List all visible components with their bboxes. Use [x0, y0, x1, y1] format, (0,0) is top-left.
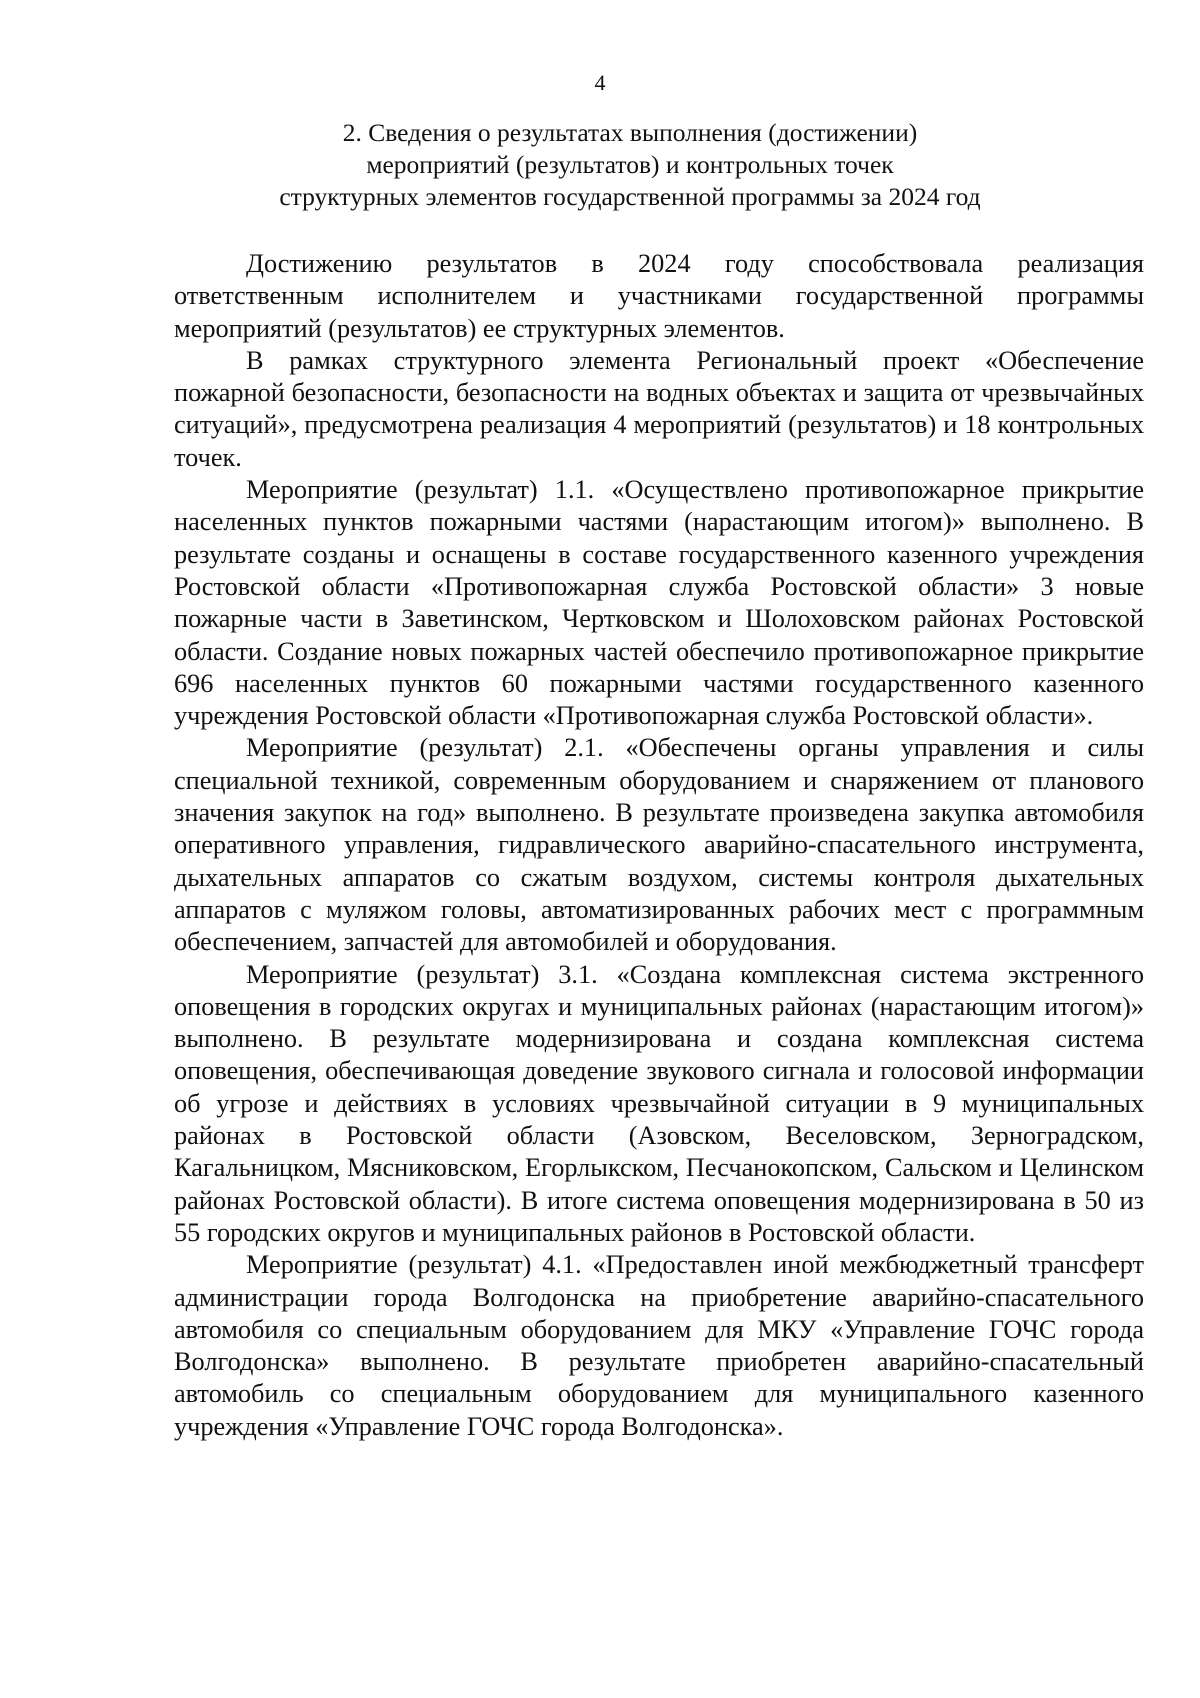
section-title-line: 2. Сведения о результатах выполнения (достижении): [342, 118, 918, 147]
section-title: [150, 117, 1110, 213]
document-body: [174, 248, 1144, 1443]
page-number: 4: [594, 70, 606, 95]
paragraph-measure-3-1: Мероприятие (результат) 3.1. «Создана комплексная система экстренного оповещения в городских округах и муниципальных районах (нарастающим итогом)» выполнено. В результате модернизирована и создана комплексная система оповещения, обеспечивающая доведение звукового сигнала и голосовой информации об угрозе и действиях в условиях чрезвычайной ситуации в 9 муниципальных районах в Ростовской области (Азовском, Веселовском, Зерноградском, Кагальницком, Мясниковском, Егорлыкском, Песчанокопском, Сальском и Целинском районах Ростовской области). В итоге система оповещения модернизирована в 50 из 55 городских округов и муниципальных районов в Ростовской области.: [174, 959, 1144, 1247]
paragraph-regional-project: В рамках структурного элемента Региональный проект «Обеспечение пожарной безопасности, безопасности на водных объектах и защита от чрезвычайных ситуаций», предусмотрена реализация 4 мероприятий (результатов) и 18 контрольных точек.: [174, 345, 1144, 472]
paragraph-measure-1-1: Мероприятие (результат) 1.1. «Осуществлено противопожарное прикрытие населенных пунктов пожарными частями (нарастающим итогом)» выполнено. В результате созданы и оснащены в составе государственного казенного учреждения Ростовской области «Противопожарная служба Ростовской области» 3 новые пожарные части в Заветинском, Чертковском и Шолоховском районах Ростовской области. Создание новых пожарных частей обеспечило противопожарное прикрытие 696 населенных пунктов 60 пожарными частями государственного казенного учреждения Ростовской области «Противопожарная служба Ростовской области».: [174, 475, 1144, 731]
paragraph-measure-2-1: Мероприятие (результат) 2.1. «Обеспечены органы управления и силы специальной техникой, современным оборудованием и снаряжением от планового значения закупок на год» выполнено. В результате произведена закупка автомобиля оперативного управления, гидравлического аварийно-спасательного инструмента, дыхательных аппаратов со сжатым воздухом, системы контроля дыхательных аппаратов с муляжом головы, автоматизированных рабочих мест с программным обеспечением, запчастей для автомобилей и оборудования.: [174, 733, 1144, 957]
paragraph-intro: Достижению результатов в 2024 году способствовала реализация ответственным исполнителем и участниками государственной программы мероприятий (результатов) ее структурных элементов.: [174, 249, 1144, 343]
paragraph-measure-4-1: Мероприятие (результат) 4.1. «Предоставлен иной межбюджетный трансферт администрации города Волгодонска на приобретение аварийно-спасательного автомобиля со специальным оборудованием для МКУ «Управление ГОЧС города Волгодонска» выполнено. В результате приобретен аварийно-спасательный автомобиль со специальным оборудованием для муниципального казенного учреждения «Управление ГОЧС города Волгодонска».: [174, 1250, 1144, 1441]
section-title-line: мероприятий (результатов) и контрольных точек: [366, 150, 894, 179]
section-title-line: структурных элементов государственной программы за 2024 год: [279, 182, 981, 211]
